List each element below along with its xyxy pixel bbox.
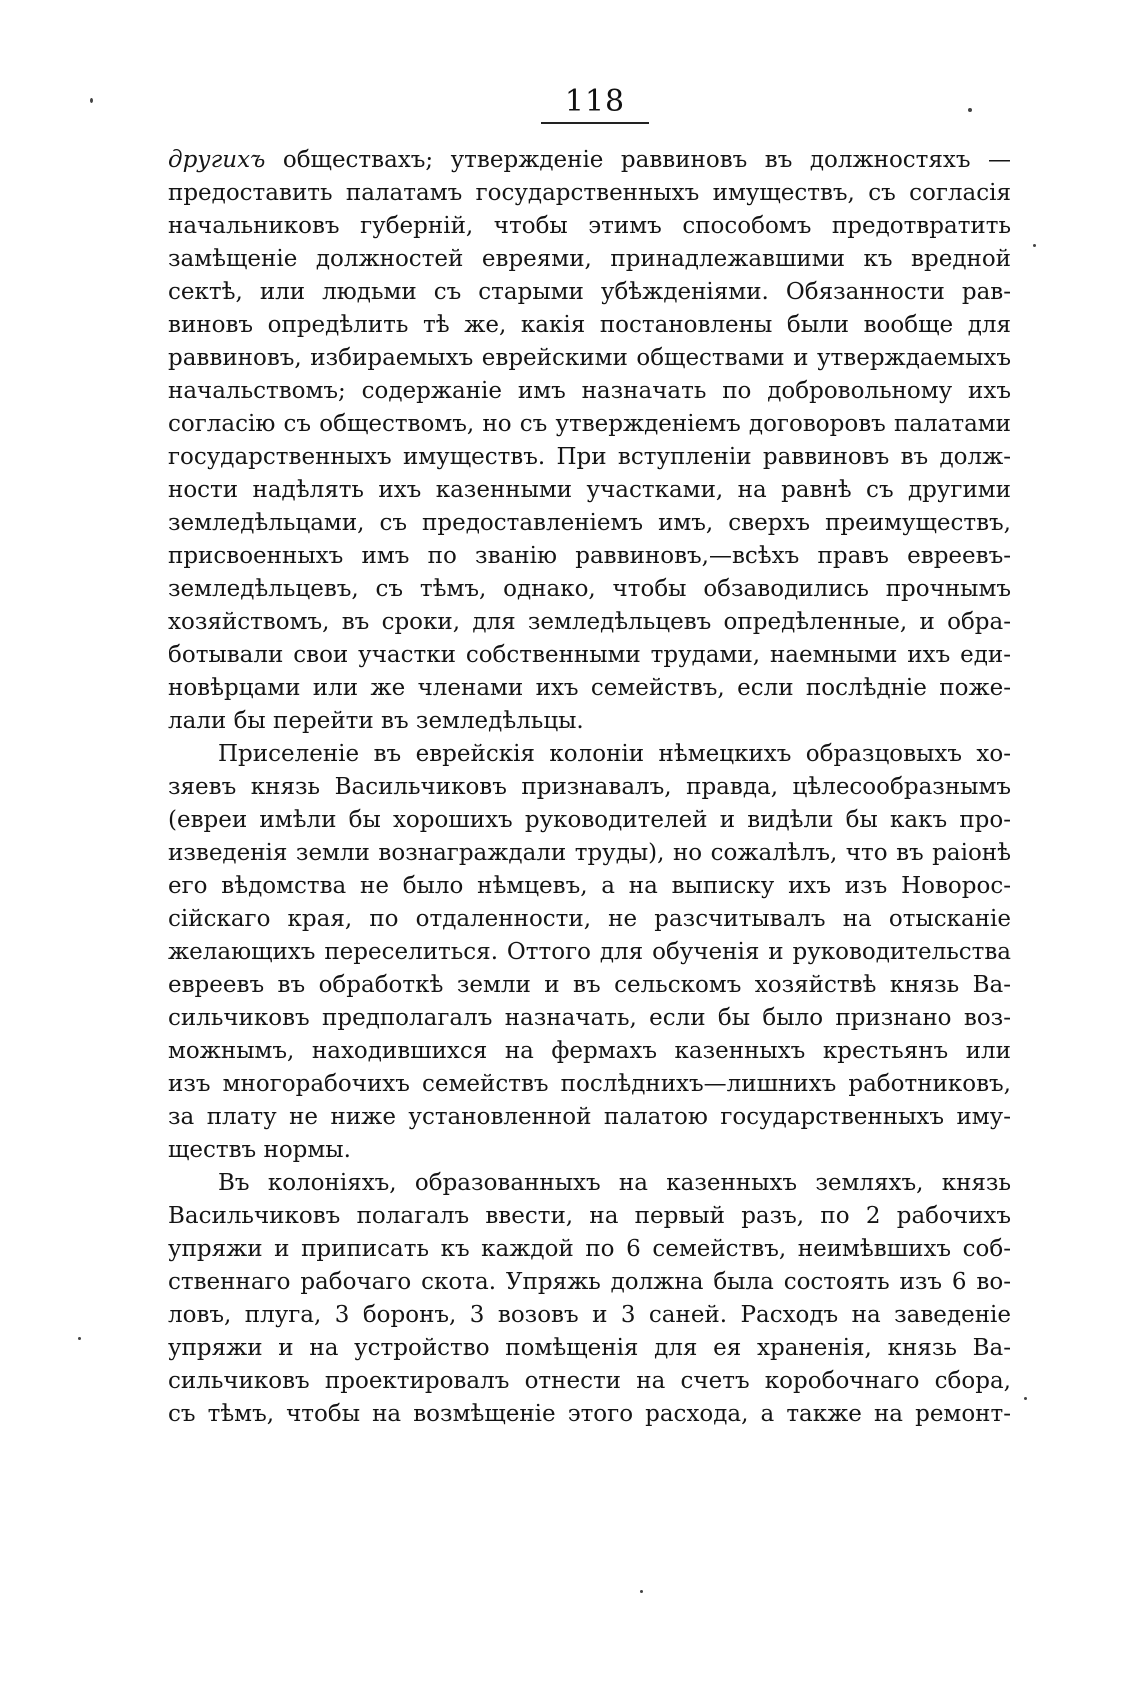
- text-line: предоставить палатамъ государственныхъ имуществъ, съ согласія: [168, 180, 1011, 206]
- text-line: евреевъ въ обработкѣ земли и въ сельскомъ хозяйствѣ князь Ва-: [168, 972, 1011, 998]
- text-line: зяевъ князь Васильчиковъ признавалъ, правда, цѣлесообразнымъ: [168, 774, 1011, 800]
- scan-speck: [1033, 244, 1036, 247]
- scan-speck: [90, 98, 93, 103]
- text-line: сильчиковъ предполагалъ назначать, если бы было признано воз-: [168, 1005, 1011, 1031]
- text-line: государственныхъ имуществъ. При вступленіи раввиновъ въ долж-: [168, 444, 1011, 470]
- text-line: (евреи имѣли бы хорошихъ руководителей и видѣли бы какъ про-: [168, 807, 1011, 833]
- text-line: изъ многорабочихъ семействъ послѣднихъ—лишнихъ работниковъ,: [168, 1071, 1011, 1097]
- text-line: Въ колоніяхъ, образованныхъ на казенныхъ земляхъ, князь: [218, 1170, 1011, 1196]
- text-line: новѣрцами или же членами ихъ семействъ, если послѣдніе поже-: [168, 675, 1011, 701]
- scan-speck: [1024, 1397, 1027, 1400]
- text-line: упряжи и на устройство помѣщенія для ея храненія, князь Ва-: [168, 1335, 1011, 1361]
- text-line: желающихъ переселиться. Оттого для обученія и руководительства: [168, 939, 1011, 965]
- text-line: начальниковъ губерній, чтобы этимъ способомъ предотвратить: [168, 213, 1011, 239]
- text-line: сектѣ, или людьми съ старыми убѣжденіями. Обязанности рав-: [168, 279, 1011, 305]
- text-line: виновъ опредѣлить тѣ же, какія постановлены были вообще для: [168, 312, 1011, 338]
- text-line: ловъ, плуга, 3 боронъ, 3 возовъ и 3 саней. Расходъ на заведеніе: [168, 1302, 1011, 1328]
- text-line: его вѣдомства не было нѣмцевъ, а на выписку ихъ изъ Новорос-: [168, 873, 1011, 899]
- text-line: сильчиковъ проектировалъ отнести на счетъ коробочнаго сбора,: [168, 1368, 1011, 1394]
- text-line: изведенія земли вознаграждали труды), но сожалѣлъ, что въ раіонѣ: [168, 840, 1011, 866]
- text-line: лали бы перейти въ земледѣльцы.: [168, 708, 584, 734]
- text-line: согласію съ обществомъ, но съ утвержденіемъ договоровъ палатами: [168, 411, 1011, 437]
- text-line: упряжи и приписать къ каждой по 6 семействъ, неимѣвшихъ соб-: [168, 1236, 1011, 1262]
- text-line: Васильчиковъ полагалъ ввести, на первый разъ, по 2 рабочихъ: [168, 1203, 1011, 1229]
- text-line: раввиновъ, избираемыхъ еврейскими обществами и утверждаемыхъ: [168, 345, 1011, 371]
- text-line: съ тѣмъ, чтобы на возмѣщеніе этого расхода, а также на ремонт-: [168, 1401, 1011, 1427]
- header-rule: [541, 122, 649, 124]
- text-line: присвоенныхъ имъ по званію раввиновъ,—всѣхъ правъ евреевъ-: [168, 543, 1011, 569]
- text-line: сійскаго края, по отдаленности, не разсчитывалъ на отысканіе: [168, 906, 1011, 932]
- text-line: ществъ нормы.: [168, 1137, 351, 1163]
- scan-speck: [78, 1337, 81, 1340]
- page-number: 118: [564, 84, 626, 119]
- text-line: ности надѣлять ихъ казенными участками, на равнѣ съ другими: [168, 477, 1011, 503]
- scan-speck: [968, 108, 972, 112]
- text-line: земледѣльцами, съ предоставленіемъ имъ, сверхъ преимуществъ,: [168, 510, 1011, 536]
- text-line: за плату не ниже установленной палатою государственныхъ иму-: [168, 1104, 1011, 1130]
- text-line: начальствомъ; содержаніе имъ назначать по добровольному ихъ: [168, 378, 1011, 404]
- text-line: земледѣльцевъ, съ тѣмъ, однако, чтобы обзаводились прочнымъ: [168, 576, 1011, 602]
- text-line: ботывали свои участки собственными трудами, наемными ихъ еди-: [168, 642, 1011, 668]
- text-line: хозяйствомъ, въ сроки, для земледѣльцевъ опредѣленные, и обра-: [168, 609, 1011, 635]
- scan-speck: [640, 1590, 643, 1593]
- text-line: замѣщеніе должностей евреями, принадлежавшими къ вредной: [168, 246, 1011, 272]
- text-line: Приселеніе въ еврейскія колоніи нѣмецкихъ образцовыхъ хо-: [218, 741, 1011, 767]
- text-line: можнымъ, находившихся на фермахъ казенныхъ крестьянъ или: [168, 1038, 1011, 1064]
- text-line: другихъ обществахъ; утвержденіе раввиновъ въ должностяхъ —: [168, 147, 1011, 173]
- text-line: ственнаго рабочаго скота. Упряжь должна была состоять изъ 6 во-: [168, 1269, 1011, 1295]
